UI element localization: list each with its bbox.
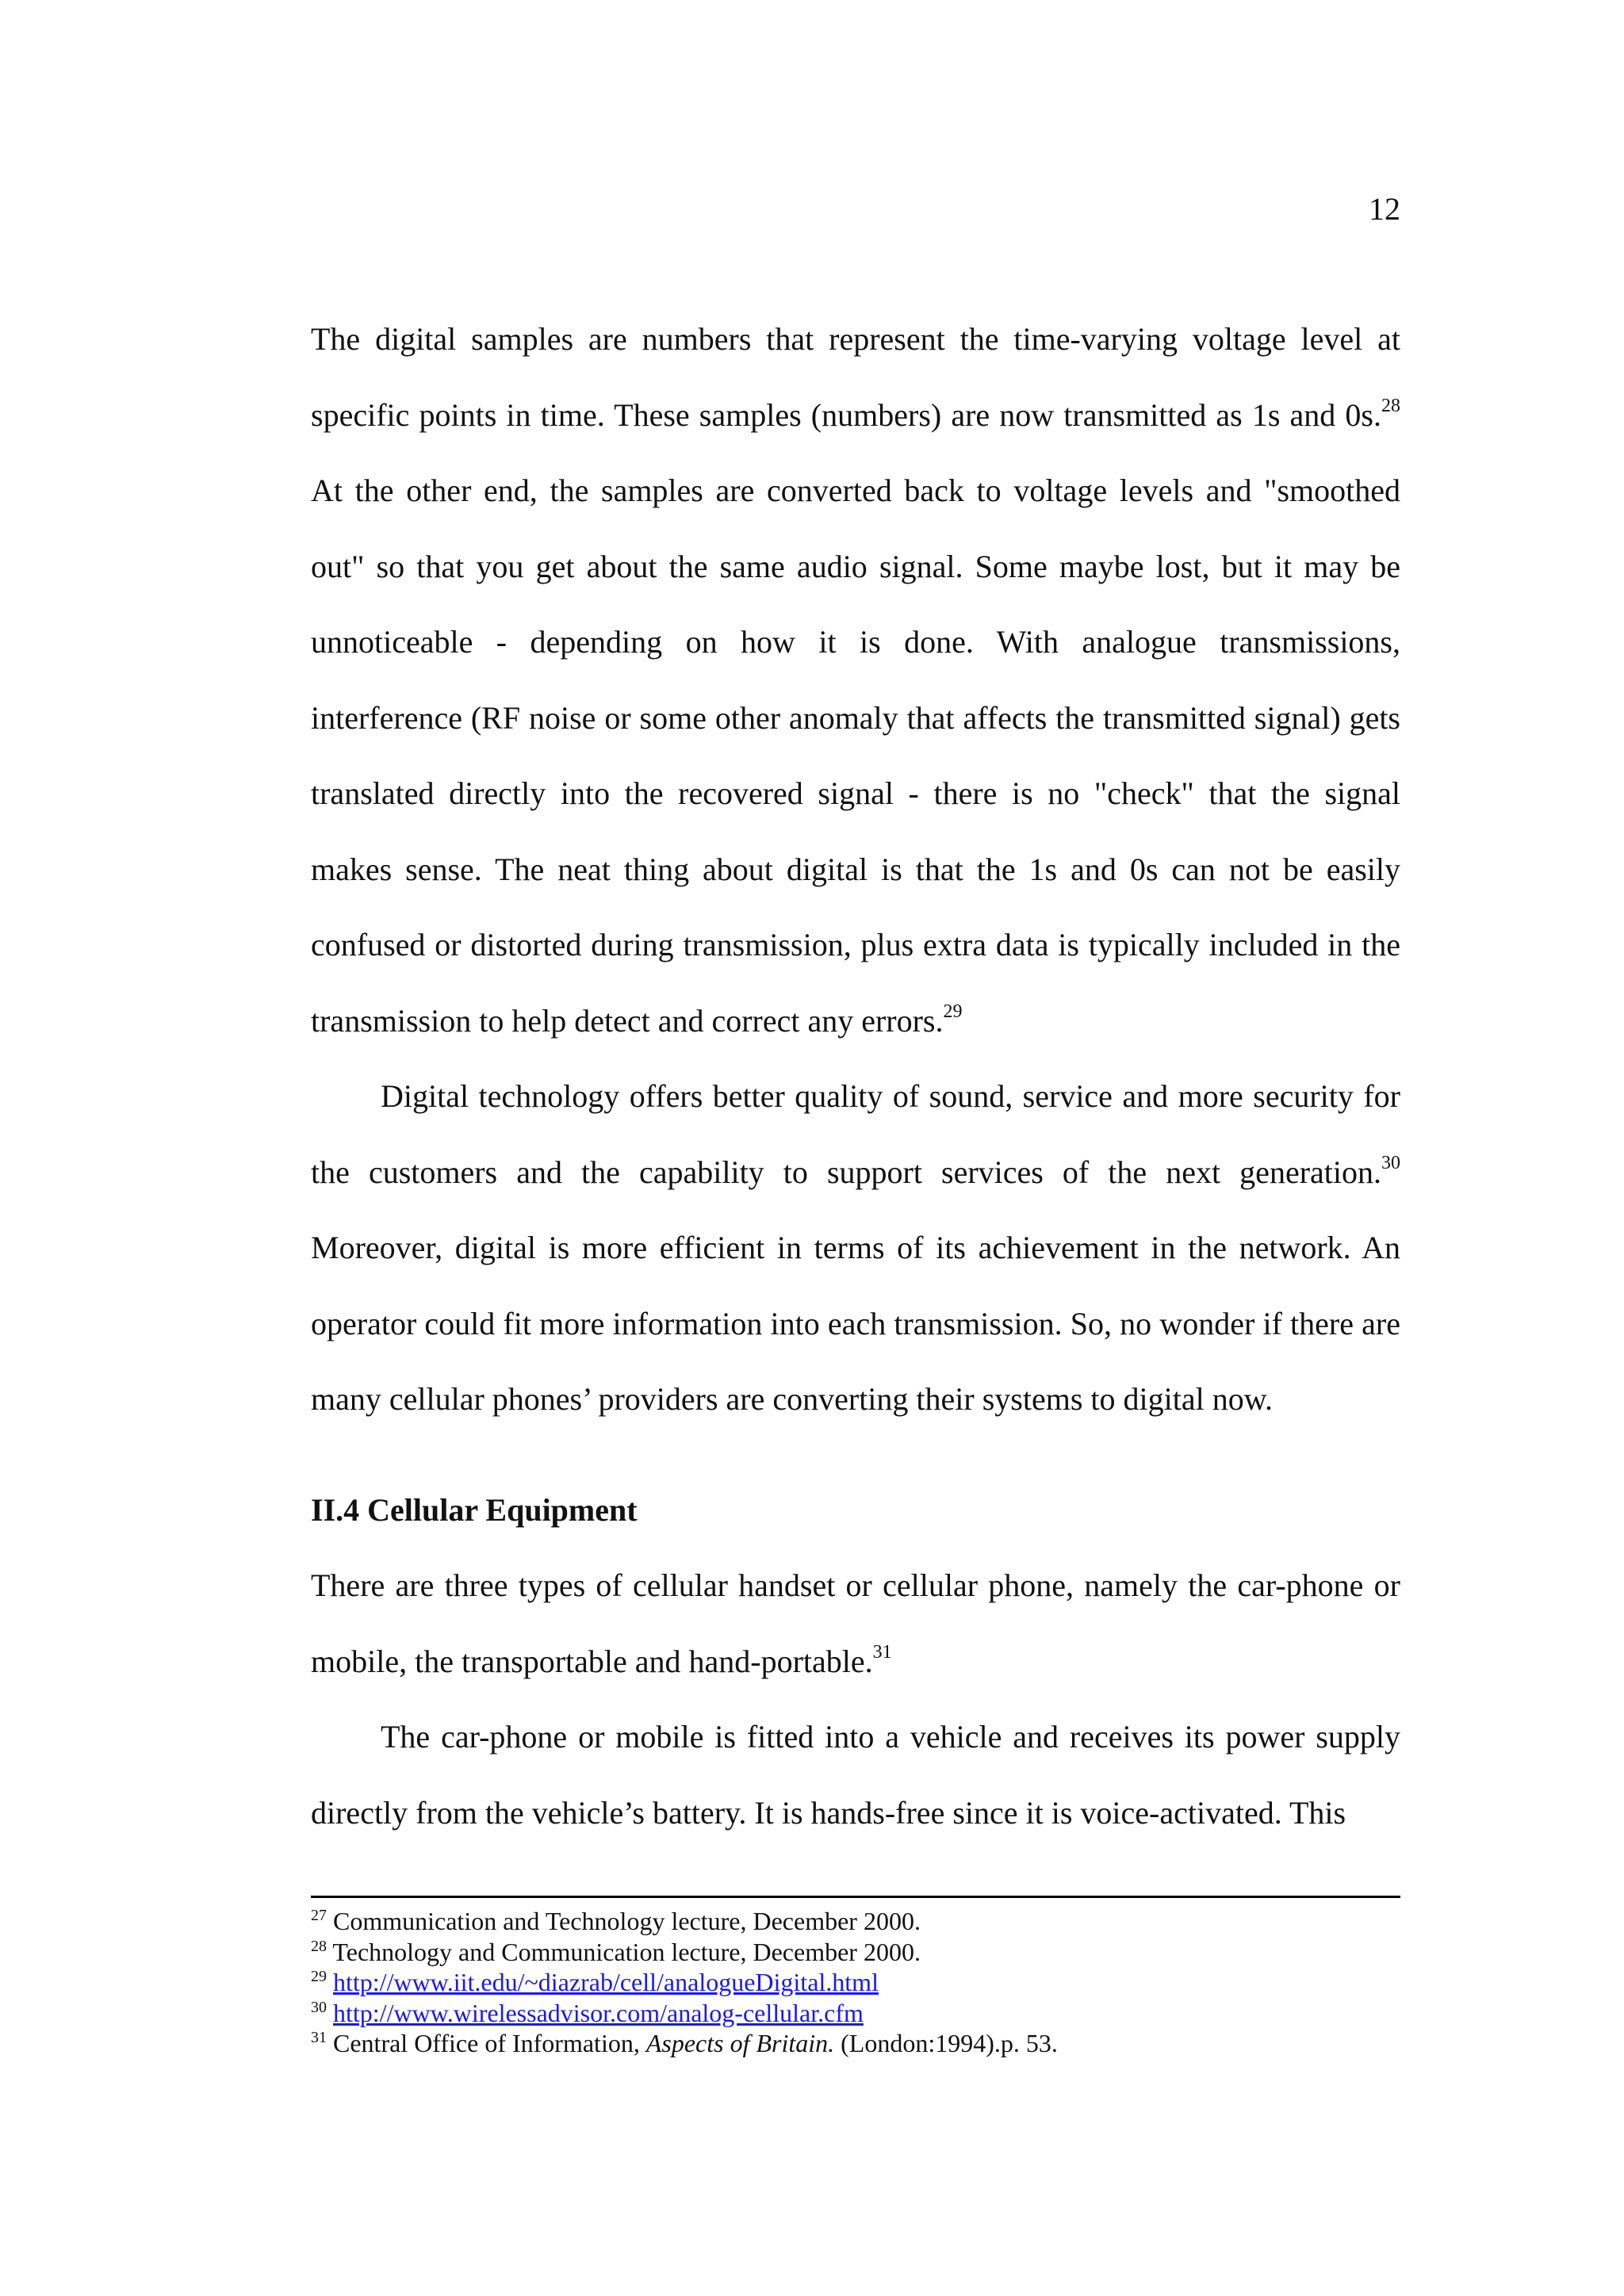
paragraph [311, 1058, 1400, 1437]
footnote-ref: 31 [872, 1641, 892, 1663]
text-run [327, 1999, 333, 2027]
text-run: The car-phone or mobile is fitted into a vehicle and receives its power supply directly from the vehicle’s battery. It is hands-free since it is voice-activated. This [311, 1719, 1400, 1831]
footnote-number: 31 [311, 2029, 327, 2046]
footnote-link[interactable]: http://www.wirelessadvisor.com/analog-cellular.cfm [333, 1998, 864, 2027]
footnote [311, 2028, 1400, 2059]
text-run: The digital samples are numbers that represent the time-varying voltage level at specific points in time. These samples (numbers) are now transmitted as 1s and 0s. [311, 321, 1400, 433]
text-run: (London:1994).p. 53. [834, 2029, 1058, 2057]
text-run: Communication and Technology lecture, December 2000. [327, 1907, 921, 1935]
page-number: 12 [1369, 191, 1400, 227]
paragraph [311, 1699, 1400, 1850]
footnote [311, 1967, 1400, 1998]
footnote-ref: 28 [1381, 395, 1400, 416]
footnote-ref: 30 [1381, 1152, 1400, 1173]
footnote-number: 30 [311, 1998, 327, 2016]
text-run: There are three types of cellular handset or cellular phone, namely the car-phone or mobile, the transportable and hand-portable. [311, 1567, 1400, 1679]
footnote [311, 1937, 1400, 1968]
text-run: At the other end, the samples are converted back to voltage levels and "smoothed out" so that you get about the same audio signal. Some maybe lost, but it may be unnoticeable - depending on how it is done. With analogue transmissions, interference (RF noise or some other anomaly that affects the transmitted signal) gets translated directly into the recovered signal - there is no "check" that the signal makes sense. The neat thing about digital is that the 1s and 0s can not be easily confused or distorted during transmission, plus extra data is typically included in the transmission to help detect and correct any errors. [311, 473, 1400, 1039]
text-run: Moreover, digital is more efficient in terms of its achievement in the network. An operator could fit more information into each transmission. So, no wonder if there are many cellular phones’ providers are converting their systems to digital now. [311, 1230, 1400, 1417]
paragraph [311, 301, 1400, 1058]
footnote-separator [311, 1896, 1400, 1898]
footnote-number: 27 [311, 1907, 327, 1924]
footnote-link[interactable]: http://www.iit.edu/~diazrab/cell/analogueDigital.html [333, 1968, 879, 1996]
section-heading: II.4 Cellular Equipment [311, 1491, 638, 1528]
paragraph [311, 1548, 1400, 1699]
footnotes [311, 1906, 1400, 2059]
text-run: Technology and Communication lecture, December 2000. [327, 1937, 921, 1966]
footnote-ref: 29 [943, 1001, 963, 1022]
footnote-number: 28 [311, 1937, 327, 1955]
text-run: Central Office of Information, [327, 2029, 646, 2057]
text-run: Digital technology offers better quality of sound, service and more security for the customers and the capability to support services of the next generation. [311, 1078, 1400, 1190]
body-text [311, 301, 1400, 1850]
footnote-number: 29 [311, 1968, 327, 1985]
citation-title: Aspects of Britain. [645, 2029, 835, 2057]
footnote [311, 1998, 1400, 2029]
footnote [311, 1906, 1400, 1937]
text-run [327, 1968, 333, 1996]
